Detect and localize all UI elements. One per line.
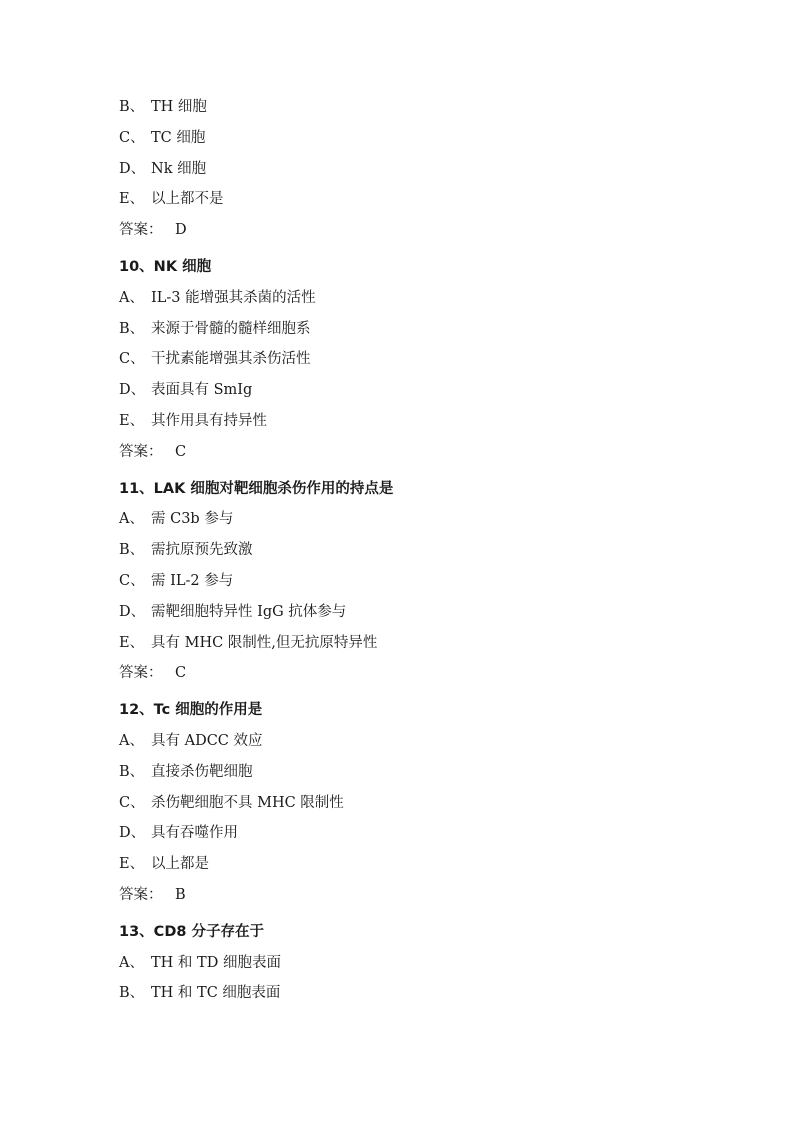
option-line	[119, 504, 719, 535]
answer-label: 答案：	[119, 886, 163, 903]
option-line	[119, 344, 719, 375]
option-line	[119, 788, 719, 819]
option-line	[119, 628, 719, 659]
option-marker: E、	[119, 191, 145, 208]
answer-value: C	[175, 665, 187, 682]
option-marker: B、	[119, 763, 145, 780]
option-line	[119, 154, 719, 185]
option-line	[119, 597, 719, 628]
option-marker: B、	[119, 320, 145, 337]
answer-line	[119, 658, 719, 689]
option-text: 直接杀伤靶细胞	[151, 763, 253, 780]
answer-line	[119, 215, 719, 246]
option-line	[119, 757, 719, 788]
option-marker: E、	[119, 412, 145, 429]
option-marker: A、	[119, 732, 144, 749]
option-marker: C、	[119, 351, 145, 368]
option-text: 具有吞噬作用	[151, 825, 238, 842]
option-text: Nk 细胞	[151, 160, 207, 177]
option-line	[119, 375, 719, 406]
option-text: 其作用具有持异性	[151, 412, 267, 429]
option-marker: E、	[119, 856, 145, 873]
option-marker: D、	[119, 382, 146, 399]
answer-label: 答案：	[119, 222, 163, 239]
option-marker: D、	[119, 603, 146, 620]
option-line	[119, 978, 719, 1009]
option-text: TH 细胞	[151, 99, 207, 115]
option-line	[119, 948, 719, 979]
answer-value: D	[175, 222, 187, 239]
option-text: 来源于骨髓的髓样细胞系	[151, 320, 311, 337]
option-marker: B、	[119, 985, 145, 1002]
option-line	[119, 566, 719, 597]
option-text: IL-3 能增强其杀菌的活性	[151, 289, 316, 306]
option-marker: A、	[119, 511, 144, 528]
answer-label: 答案：	[119, 665, 163, 682]
question-title: 11、LAK 细胞对靶细胞杀伤作用的持点是	[119, 480, 394, 497]
answer-label: 答案：	[119, 443, 163, 460]
question-block	[119, 92, 719, 246]
option-text: 具有 ADCC 效应	[151, 732, 263, 749]
option-text: 具有 MHC 限制性,但无抗原特异性	[151, 634, 378, 651]
answer-value: C	[175, 443, 187, 460]
option-text: 以上都是	[151, 856, 209, 873]
option-line	[119, 726, 719, 757]
option-marker: A、	[119, 954, 144, 971]
option-line	[119, 92, 719, 123]
option-text: 需 C3b 参与	[151, 511, 234, 528]
question-title: 12、Tc 细胞的作用是	[119, 702, 263, 719]
answer-line	[119, 437, 719, 468]
document-page	[119, 92, 719, 1009]
option-line	[119, 849, 719, 880]
question-block	[119, 917, 719, 1009]
option-marker: B、	[119, 542, 145, 559]
option-text: 需靶细胞特异性 IgG 抗体参与	[151, 603, 347, 620]
question-block	[119, 252, 719, 468]
option-text: TH 和 TD 细胞表面	[151, 954, 281, 971]
question-block	[119, 695, 719, 911]
option-line	[119, 123, 719, 154]
answer-line	[119, 880, 719, 911]
question-title: 10、NK 细胞	[119, 258, 212, 275]
option-line	[119, 314, 719, 345]
option-marker: C、	[119, 572, 145, 589]
option-marker: A、	[119, 289, 144, 306]
option-line	[119, 406, 719, 437]
option-text: 表面具有 SmIg	[151, 382, 253, 399]
option-text: 以上都不是	[151, 191, 224, 208]
question-block	[119, 474, 719, 690]
option-marker: D、	[119, 160, 146, 177]
option-text: TH 和 TC 细胞表面	[151, 985, 281, 1002]
option-text: 杀伤靶细胞不具 MHC 限制性	[151, 794, 344, 811]
option-text: 需 IL-2 参与	[151, 572, 234, 589]
option-line	[119, 184, 719, 215]
option-line	[119, 535, 719, 566]
option-text: TC 细胞	[151, 129, 206, 146]
option-marker: C、	[119, 129, 145, 146]
option-marker: B、	[119, 99, 145, 115]
option-text: 需抗原预先致激	[151, 542, 253, 559]
option-marker: E、	[119, 634, 145, 651]
option-marker: D、	[119, 825, 146, 842]
option-line	[119, 283, 719, 314]
option-line	[119, 818, 719, 849]
option-marker: C、	[119, 794, 145, 811]
question-title: 13、CD8 分子存在于	[119, 923, 264, 940]
answer-value: B	[175, 886, 186, 903]
option-text: 干扰素能增强其杀伤活性	[151, 351, 311, 368]
